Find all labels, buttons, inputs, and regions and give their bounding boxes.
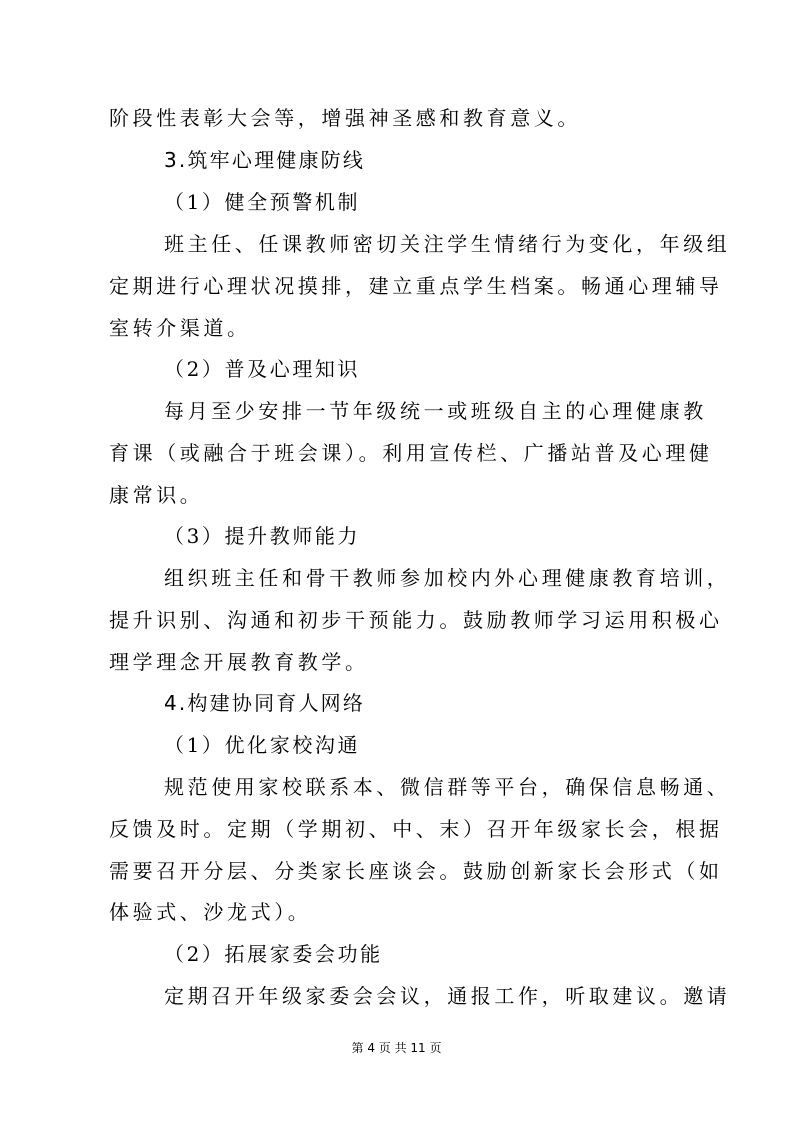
paragraph-line: 育课（或融合于班会课）。利用宣传栏、广播站普及心理健 xyxy=(109,441,713,465)
section-heading: 4.构建协同育人网络 xyxy=(164,691,366,715)
subsection-heading: （1）优化家校沟通 xyxy=(164,733,361,757)
subsection-heading: （2）拓展家委会功能 xyxy=(164,942,383,966)
paragraph-line: 班主任、任课教师密切关注学生情绪行为变化，年级组 xyxy=(164,232,731,256)
paragraph-line: 组织班主任和骨干教师参加校内外心理健康教育培训， xyxy=(164,566,731,590)
paragraph-line: 康常识。 xyxy=(109,483,204,507)
paragraph-line: 体验式、沙龙式）。 xyxy=(109,900,312,924)
section-heading: 3.筑牢心理健康防线 xyxy=(164,148,366,172)
paragraph-line: 规范使用家校联系本、微信群等平台，确保信息畅通、 xyxy=(164,775,731,799)
paragraph-line: 阶段性表彰大会等，增强神圣感和教育意义。 xyxy=(109,106,581,130)
subsection-heading: （2）普及心理知识 xyxy=(164,357,361,381)
paragraph-line: 每月至少安排一节年级统一或班级自主的心理健康教 xyxy=(164,399,707,423)
paragraph-line: 定期进行心理状况摸排，建立重点学生档案。畅通心理辅导 xyxy=(109,274,723,298)
page-number-footer: 第 4 页 共 11 页 xyxy=(351,1041,442,1055)
paragraph-line: 定期召开年级家委会会议，通报工作，听取建议。邀请 xyxy=(164,984,731,1008)
paragraph-line: 需要召开分层、分类家长座谈会。鼓励创新家长会形式（如 xyxy=(109,859,723,883)
paragraph-line: 理学理念开展教育教学。 xyxy=(109,650,369,674)
subsection-heading: （3）提升教师能力 xyxy=(164,524,361,548)
subsection-heading: （1）健全预警机制 xyxy=(164,190,361,214)
paragraph-line: 室转介渠道。 xyxy=(109,316,251,340)
paragraph-line: 反馈及时。定期（学期初、中、末）召开年级家长会，根据 xyxy=(109,817,723,841)
paragraph-line: 提升识别、沟通和初步干预能力。鼓励教师学习运用积极心 xyxy=(109,608,723,632)
